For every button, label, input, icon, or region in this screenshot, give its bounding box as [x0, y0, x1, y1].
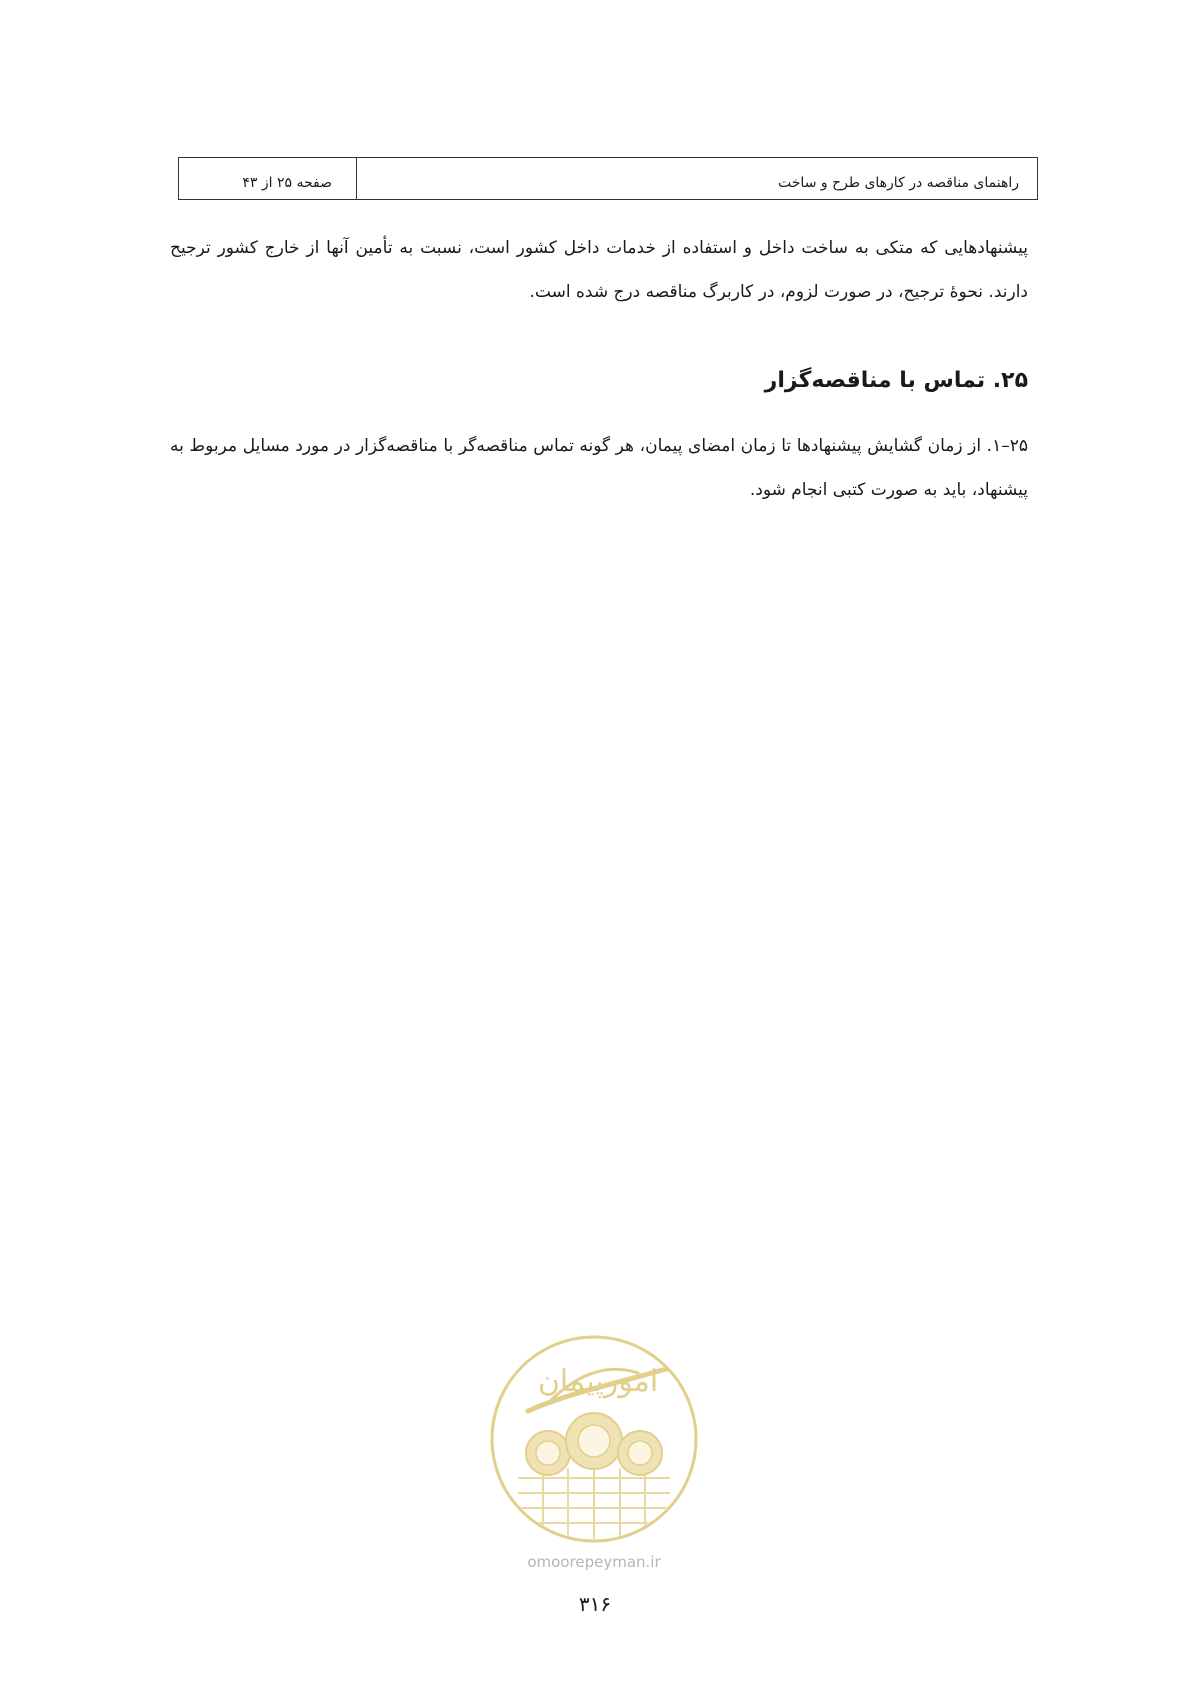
watermark-site: omoorepeyman.ir [527, 1553, 661, 1571]
page-number: ۳۱۶ [578, 1592, 612, 1616]
paragraph-contact-rule: ۲۵–۱. از زمان گشایش پیشنهادها تا زمان امضای پیمان، هر گونه تماس مناقصه‌گر با مناقصه‌گزار در مورد مسایل مربوط به پیشنهاد، باید به صورت کتبی انجام شود. [170, 436, 1028, 500]
section-heading: ۲۵. تماس با مناقصه‌گزار [764, 368, 1028, 393]
header-page-label: صفحه ۲۵ از ۴۳ [179, 158, 357, 199]
running-header [178, 157, 1038, 200]
logo-text: امورپیمان [537, 1364, 659, 1399]
paragraph-domestic-preference: پیشنهادهایی که متکی به ساخت داخل و استفاده از خدمات داخل کشور است، نسبت به تأمین آنها از خارج کشور ترجیح دارند. نحوهٔ ترجیح، در صورت لزوم، در کاربرگ مناقصه درج شده است. [170, 238, 1028, 302]
header-document-title: راهنمای مناقصه در کارهای طرح و ساخت [778, 175, 1019, 191]
omoorepeyman-logo [488, 1333, 700, 1545]
